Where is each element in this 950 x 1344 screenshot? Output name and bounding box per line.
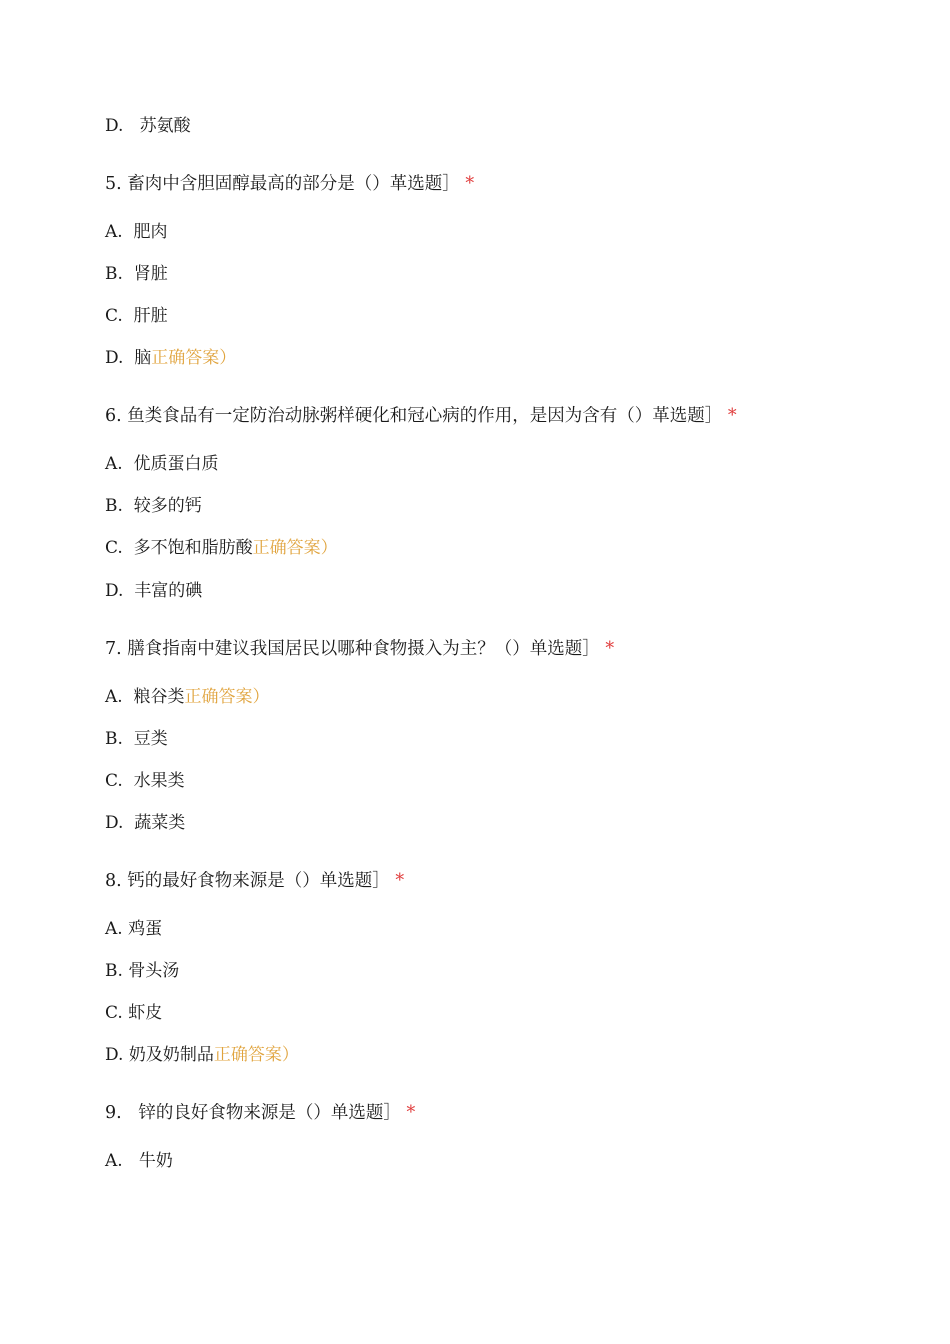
option-line: C. 多不饱和脂肪酸正确答案） [105, 538, 338, 558]
option-line: B. 豆类 [105, 729, 168, 749]
option-line: B. 肾脏 [105, 264, 168, 284]
option-line: C. 虾皮 [105, 1003, 163, 1023]
option-line: A. 鸡蛋 [105, 919, 163, 939]
option-line: B. 较多的钙 [105, 496, 202, 516]
question-title: 6. 鱼类食品有一定防治动脉粥样硬化和冠心病的作用，是因为含有（）革选题］ * [105, 406, 737, 426]
required-star: * [395, 871, 405, 891]
option-line: A. 粮谷类正确答案） [105, 687, 270, 707]
correct-answer-mark: 正确答案） [184, 687, 270, 707]
required-star: * [605, 639, 615, 659]
option-line: D. 苏氨酸 [105, 116, 191, 136]
option-line: D. 奶及奶制品正确答案） [105, 1045, 299, 1065]
option-line: A. 优质蛋白质 [105, 454, 219, 474]
option-line: D. 蔬菜类 [105, 813, 186, 833]
option-line: D. 脑正确答案） [105, 348, 237, 368]
required-star: * [465, 174, 475, 194]
question-title: 7. 膳食指南中建议我国居民以哪种食物摄入为主？（）单选题］ * [105, 639, 615, 659]
correct-answer-mark: 正确答案） [252, 538, 338, 558]
question-title: 5. 畜肉中含胆固醇最高的部分是（）革选题］ * [105, 174, 475, 194]
option-line: C. 水果类 [105, 771, 185, 791]
correct-answer-mark: 正确答案） [213, 1045, 299, 1065]
question-title: 9. 锌的良好食物来源是（）单选题］ * [105, 1103, 416, 1123]
option-line: A. 肥肉 [105, 222, 168, 242]
required-star: * [727, 406, 737, 426]
question-title: 8. 钙的最好食物来源是（）单选题］ * [105, 871, 405, 891]
required-star: * [406, 1103, 416, 1123]
option-line: D. 丰富的碘 [105, 581, 203, 601]
option-line: A. 牛奶 [105, 1151, 173, 1171]
option-line: B. 骨头汤 [105, 961, 180, 981]
correct-answer-mark: 正确答案） [151, 348, 237, 368]
option-line: C. 肝脏 [105, 306, 168, 326]
